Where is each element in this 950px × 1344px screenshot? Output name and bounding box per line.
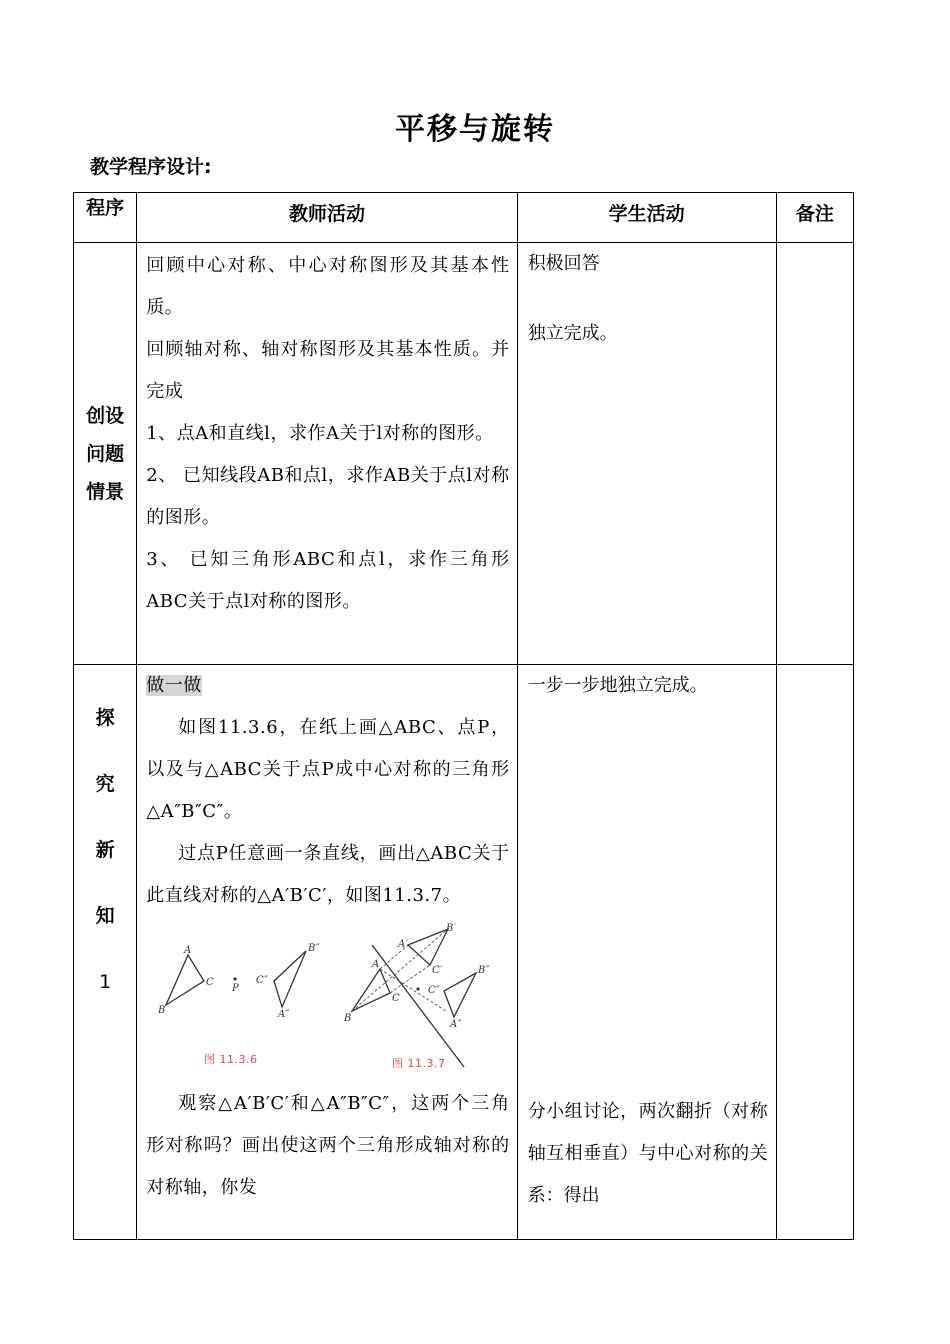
triangle-a1b1c1	[408, 929, 448, 965]
triangle-a2b2c2-2	[444, 973, 476, 1017]
point-p	[234, 977, 237, 980]
svg-text:A: A	[184, 945, 192, 956]
student-activity-cell: 积极回答 独立完成。	[517, 243, 776, 665]
section-subtitle: 教学程序设计:	[90, 156, 212, 178]
teacher-activity-cell: 做一做 如图11.3.6，在纸上画△ABC、点P，以及与△ABC关于点P成中心对称的三角形△A″B″C″。 过点P任意画一条直线，画出△ABC关于此直线对称的△A′B′C′，如图11.3.7。 A B C P B″ C″ A″ A B C A′ B′ C′ B″ C″ A″ 图 11.3.6 图 11.3.7 观察△A′B′C′和△A″B″C″，这两个三角形对称吗？画出使这两个三角形成轴对称的对称轴，你发	[137, 665, 517, 1240]
svg-text:A′: A′	[398, 939, 409, 950]
notes-cell	[776, 665, 853, 1240]
table-row	[74, 665, 854, 1240]
figure-caption-1: 图 11.3.6	[204, 1053, 258, 1066]
procedure-cell: 创设 问题 情景	[74, 243, 137, 665]
figure-caption-2: 图 11.3.7	[392, 1057, 446, 1070]
notes-cell	[776, 243, 853, 665]
svg-text:B: B	[158, 1005, 167, 1016]
header-notes: 备注	[776, 193, 853, 243]
table-header-row	[74, 193, 854, 243]
teacher-activity-cell: 回顾中心对称、中心对称图形及其基本性质。 回顾轴对称、轴对称图形及其基本性质。并完成 1、点A和直线l，求作A关于l对称的图形。 2、 已知线段AB和点l，求作AB关于点l对称的图形。 3、 已知三角形ABC和点l，求作三角形ABC关于点l对称的图形。	[137, 243, 517, 665]
svg-text:C″: C″	[256, 975, 269, 986]
triangle-symmetry-figure	[146, 921, 508, 1073]
triangle-a2b2c2	[274, 951, 306, 1007]
procedure-cell: 探 究 新 知 1	[74, 665, 137, 1240]
document-title: 平移与旋转	[395, 112, 555, 147]
svg-text:B′: B′	[446, 923, 457, 934]
svg-text:A: A	[372, 959, 380, 970]
svg-text:C′: C′	[432, 965, 444, 976]
geometry-figure	[146, 921, 509, 1073]
svg-text:C″: C″	[428, 985, 441, 996]
activity-heading: 做一做	[146, 675, 202, 696]
table-row	[74, 243, 854, 665]
header-student: 学生活动	[517, 193, 776, 243]
student-activity-cell: 一步一步地独立完成。 分小组讨论，两次翻折（对称轴互相垂直）与中心对称的关系：得出	[517, 665, 776, 1240]
svg-text:A″: A″	[278, 1009, 291, 1020]
header-teacher: 教师活动	[137, 193, 517, 243]
lesson-table	[73, 192, 854, 1240]
svg-text:C: C	[392, 993, 401, 1004]
svg-text:P: P	[232, 983, 240, 994]
header-procedure: 程序	[74, 193, 137, 243]
triangle-abc-2	[352, 969, 390, 1011]
svg-text:C: C	[206, 977, 215, 988]
svg-text:B: B	[344, 1013, 353, 1024]
svg-text:B″: B″	[308, 943, 321, 954]
svg-text:A″: A″	[450, 1019, 463, 1030]
svg-text:B″: B″	[478, 965, 491, 976]
triangle-abc	[166, 955, 204, 1005]
